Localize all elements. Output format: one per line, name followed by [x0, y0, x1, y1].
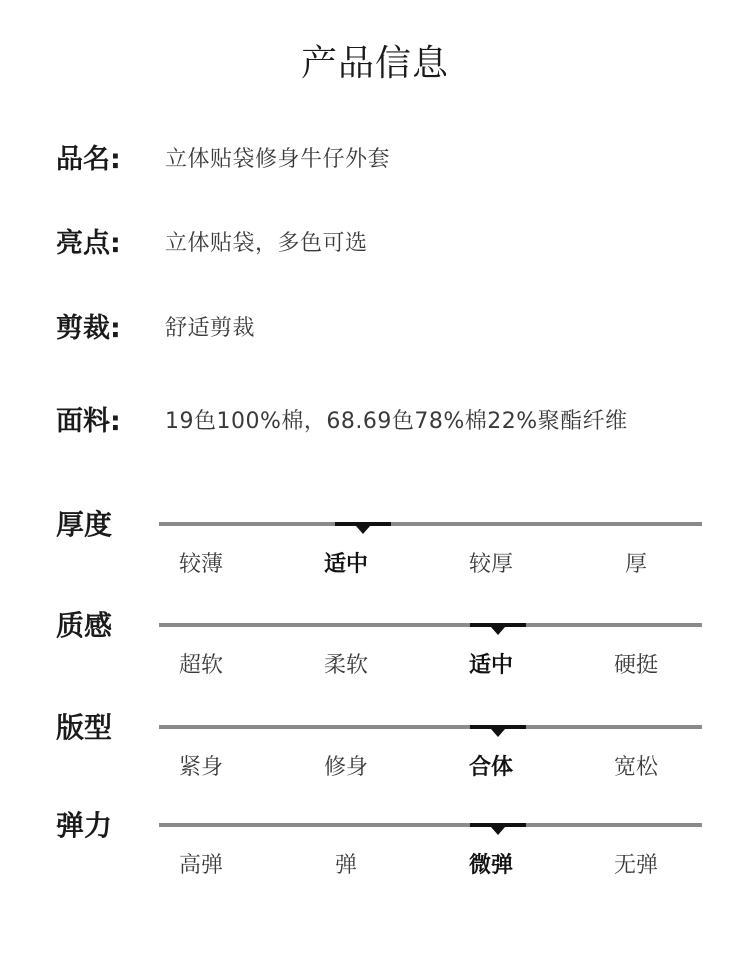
scale-option: 紧身 — [178, 755, 223, 780]
scale-option: 适中 — [323, 552, 368, 577]
scale-option: 适中 — [468, 653, 513, 678]
info-row-name — [56, 140, 730, 180]
page-title: 产品信息 — [300, 43, 449, 84]
scale-option: 较薄 — [178, 552, 223, 577]
scale-elasticity — [0, 806, 750, 886]
scale-option: 高弹 — [178, 853, 223, 878]
scale-option: 弹 — [334, 853, 357, 878]
scale-option: 柔软 — [323, 653, 368, 678]
info-row-fabric — [56, 402, 730, 442]
info-value-cut: 舒适剪裁 — [165, 316, 256, 341]
scale-track-texture — [159, 623, 702, 627]
scale-label-elasticity: 弹力 — [56, 809, 113, 842]
info-label-fabric: 面料: — [56, 406, 121, 437]
scale-option: 无弹 — [613, 853, 658, 878]
scale-option: 宽松 — [613, 755, 658, 780]
scale-option: 硬挺 — [613, 653, 658, 678]
scale-label-fit: 版型 — [56, 711, 113, 744]
scale-label-thickness: 厚度 — [56, 508, 113, 541]
scale-option: 修身 — [323, 755, 368, 780]
scale-marker-elasticity — [470, 823, 526, 827]
info-row-cut — [56, 309, 730, 349]
scale-marker-fit — [470, 725, 526, 729]
scale-fit — [0, 708, 750, 788]
info-label-cut: 剪裁: — [56, 313, 121, 344]
scale-option: 合体 — [468, 755, 513, 780]
scale-texture — [0, 606, 750, 686]
scale-track-fit — [159, 725, 702, 729]
info-row-highlight — [56, 224, 730, 264]
scale-label-texture: 质感 — [56, 609, 113, 642]
info-value-name: 立体贴袋修身牛仔外套 — [165, 147, 391, 172]
scale-marker-thickness — [335, 522, 391, 526]
scale-option: 厚 — [624, 552, 647, 577]
scale-option: 较厚 — [468, 552, 513, 577]
info-value-fabric: 19色100%棉，68.69色78%棉22%聚酯纤维 — [165, 409, 628, 434]
info-value-highlight: 立体贴袋，多色可选 — [165, 231, 368, 256]
info-label-name: 品名: — [56, 144, 121, 175]
scale-marker-texture — [470, 623, 526, 627]
scale-option: 超软 — [178, 653, 223, 678]
info-label-highlight: 亮点: — [56, 228, 121, 259]
scale-option: 微弹 — [468, 853, 513, 878]
scale-track-elasticity — [159, 823, 702, 827]
scale-thickness — [0, 505, 750, 585]
scale-track-thickness — [159, 522, 702, 526]
